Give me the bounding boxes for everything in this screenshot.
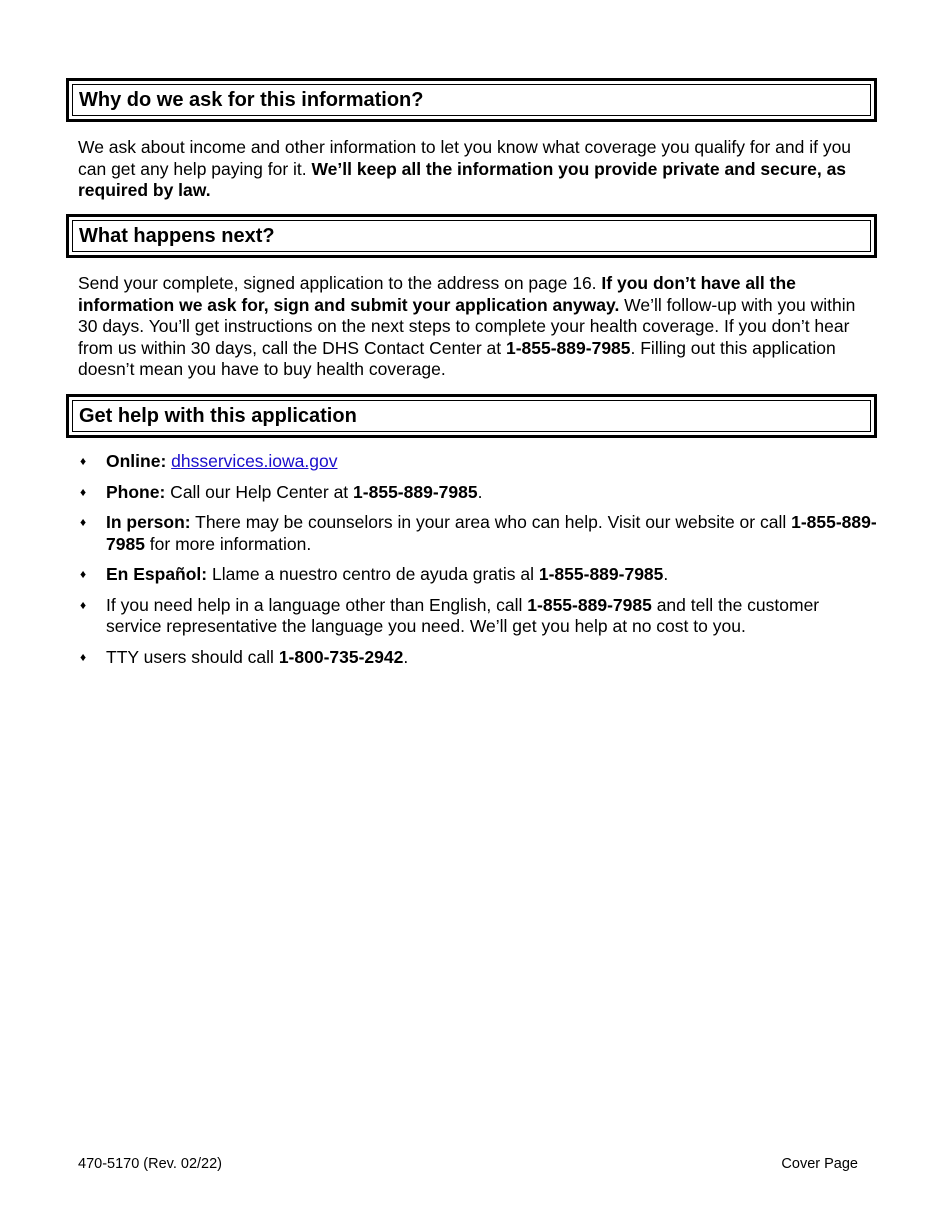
- phone-text: Call our Help Center at: [165, 481, 354, 502]
- section-header-why: [66, 78, 877, 122]
- tty-text: TTY users should call: [106, 646, 279, 667]
- espanol-end: .: [663, 564, 669, 584]
- diamond-bullet-icon: ♦: [80, 567, 87, 581]
- diamond-bullet-icon: ♦: [80, 515, 87, 529]
- in-person-number: 1-855-889-7985: [106, 512, 877, 554]
- language-number: 1-855-889-7985: [527, 594, 652, 615]
- why-privacy-statement: We’ll keep all the information you provide private and secure, as required by law.: [78, 158, 847, 200]
- espanol-label: En Español:: [106, 564, 208, 584]
- next-phone: 1-855-889-7985: [505, 337, 631, 358]
- phone-number: 1-855-889-7985: [353, 481, 478, 502]
- diamond-bullet-icon: ♦: [80, 649, 87, 664]
- next-bold-instruction: If you don’t have all the information we ask for, sign and submit your application anyway.: [78, 273, 796, 315]
- diamond-bullet-icon: ♦: [80, 484, 87, 499]
- list-item-tty: [78, 647, 878, 669]
- diamond-bullet-icon: ♦: [80, 597, 87, 612]
- in-person-label: In person:: [106, 512, 191, 532]
- next-text-1: Send your complete, signed application to the address on page 16.: [78, 273, 602, 293]
- next-text-3: . Filling out this application doesn’t mean you have to buy health coverage.: [78, 337, 836, 379]
- list-item-language: [78, 595, 878, 638]
- phone-label: Phone:: [106, 481, 166, 502]
- list-item-phone: [78, 482, 878, 504]
- list-item-espanol: [78, 564, 878, 586]
- tty-end: .: [403, 646, 409, 667]
- section-header-next: [66, 214, 877, 258]
- online-label: Online:: [106, 451, 167, 471]
- website-link[interactable]: dhsservices.iowa.gov: [171, 451, 338, 471]
- language-end: and tell the customer service representative the language you need. We’ll get you help at no cost to you.: [106, 594, 820, 636]
- paragraph-next: [78, 273, 878, 381]
- phone-end: .: [477, 481, 483, 502]
- next-text-2: We’ll follow-up with you within 30 days. You’ll get instructions on the next steps to complete your health coverage. If you don’t hear from us within 30 days, call the DHS Contact Center at: [78, 294, 856, 358]
- language-text: If you need help in a language other than English, call: [106, 594, 528, 615]
- paragraph-why: [78, 137, 878, 202]
- tty-number: 1-800-735-2942: [278, 646, 404, 667]
- section-title-help: Get help with this application: [72, 400, 871, 432]
- section-header-help: [66, 394, 877, 438]
- why-text: We ask about income and other information to let you know what coverage you qualify for and if you can get any help paying for it.: [78, 137, 852, 179]
- section-title-next: What happens next?: [72, 220, 871, 252]
- footer-form-number: 470-5170 (Rev. 02/22): [78, 1156, 223, 1172]
- list-item-online: [78, 451, 878, 473]
- help-list: [78, 451, 878, 677]
- list-item-in-person: [78, 512, 878, 555]
- in-person-end: for more information.: [144, 533, 312, 554]
- footer-page-label: Cover Page: [781, 1156, 858, 1172]
- section-title-why: Why do we ask for this information?: [72, 84, 871, 116]
- espanol-number: 1-855-889-7985: [538, 564, 664, 584]
- espanol-text: Llame a nuestro centro de ayuda gratis al: [207, 564, 539, 584]
- in-person-text: There may be counselors in your area who can help. Visit our website or call: [190, 512, 792, 532]
- diamond-bullet-icon: ♦: [80, 454, 87, 468]
